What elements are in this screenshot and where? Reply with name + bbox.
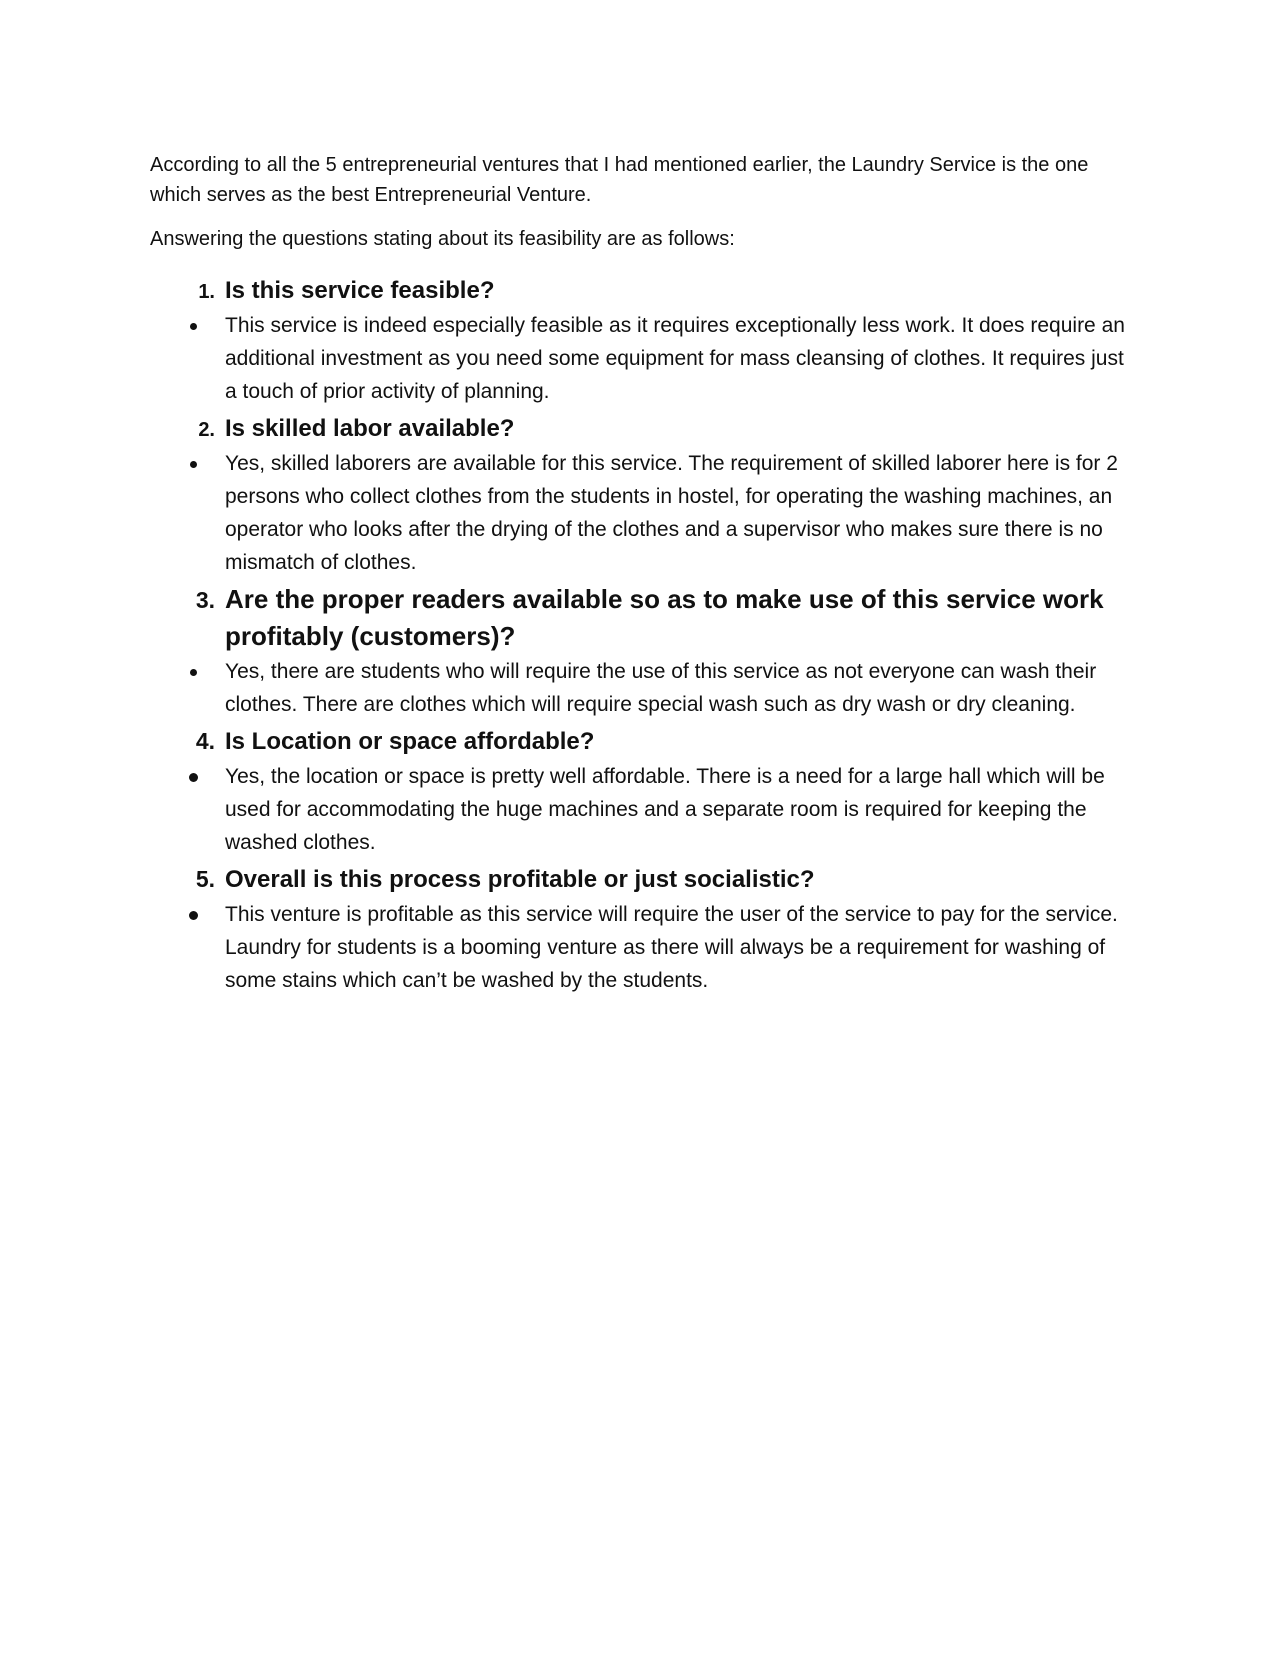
question-number: 2. <box>198 419 215 441</box>
answer-text: Yes, the location or space is pretty well affordable. There is a need for a large hall which will be used for accommodating the huge machines and a separate room is required for keeping the washed clothes. <box>225 765 1105 854</box>
question-item-2 <box>150 410 1140 447</box>
question-number: 3. <box>195 587 215 613</box>
document-page <box>150 150 1140 999</box>
answer-item-1 <box>150 309 1140 408</box>
question-heading: Are the proper readers available so as to make use of this service work profitably (customers)? <box>225 584 1104 651</box>
question-heading: Overall is this process profitable or just socialistic? <box>225 866 815 893</box>
question-number: 4. <box>195 728 215 754</box>
question-item-3 <box>150 581 1140 655</box>
bullet-icon <box>150 760 225 793</box>
question-heading: Is Location or space affordable? <box>225 728 595 755</box>
question-heading: Is this service feasible? <box>225 277 495 304</box>
answer-text: Yes, there are students who will require the use of this service as not everyone can wash their clothes. There are clothes which will require special wash such as dry wash or dry cleaning. <box>225 660 1097 716</box>
question-item-5 <box>150 861 1140 898</box>
bullet-icon <box>150 447 225 480</box>
question-number: 1. <box>198 281 215 303</box>
answer-item-2 <box>150 447 1140 579</box>
answer-text: This venture is profitable as this service will require the user of the service to pay for the service. Laundry for students is a booming venture as there will always be a requirement for washing of some stains which can’t be washed by the students. <box>225 903 1118 992</box>
answer-item-3 <box>150 655 1140 721</box>
question-number: 5. <box>195 866 215 892</box>
answer-item-4 <box>150 760 1140 859</box>
answer-text: Yes, skilled laborers are available for this service. The requirement of skilled laborer here is for 2 persons who collect clothes from the students in hostel, for operating the washing machines, an operator who looks after the drying of the clothes and a supervisor who makes sure there is no mismatch of clothes. <box>225 452 1118 574</box>
question-item-1 <box>150 272 1140 309</box>
question-item-4 <box>150 723 1140 760</box>
intro-lead-in: Answering the questions stating about its feasibility are as follows: <box>150 228 735 250</box>
bullet-icon <box>150 309 225 342</box>
question-heading: Is skilled labor available? <box>225 415 515 442</box>
bullet-icon <box>150 898 225 931</box>
question-list <box>150 272 1140 997</box>
answer-text: This service is indeed especially feasible as it requires exceptionally less work. It does require an additional investment as you need some equipment for mass cleansing of clothes. It requires just a touch of prior activity of planning. <box>225 314 1125 403</box>
answer-item-5 <box>150 898 1140 997</box>
bullet-icon <box>150 655 225 688</box>
intro-paragraph: According to all the 5 entrepreneurial ventures that I had mentioned earlier, the Laundry Service is the one which serves as the best Entrepreneurial Venture. <box>150 154 1089 206</box>
